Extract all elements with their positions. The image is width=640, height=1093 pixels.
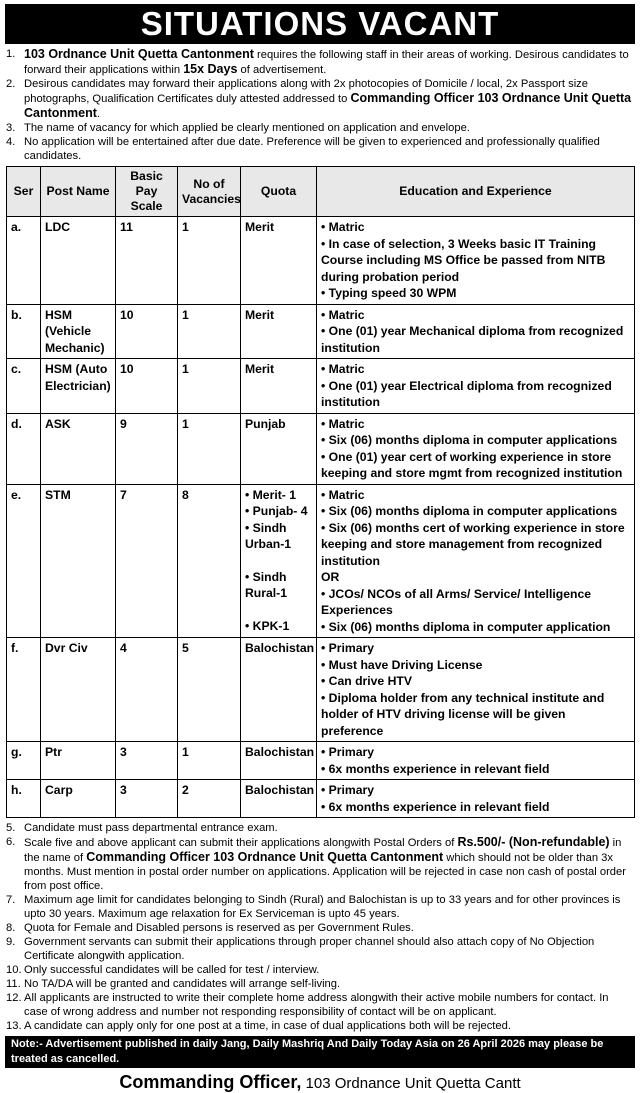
note-text — [24, 135, 634, 163]
cell-vacancies: 5 — [178, 638, 241, 742]
note-number: 6. — [6, 836, 16, 848]
table-row — [7, 217, 635, 305]
note-item — [6, 121, 634, 135]
requirement-line: • 6x months experience in relevant field — [321, 799, 550, 814]
note-segment: Only successful candidates will be called for test / interview. — [24, 964, 320, 976]
cell-education-experience — [317, 359, 635, 414]
note-segment: requires the following staff in their areas of working. Desirous candidates to forward their applications within — [24, 49, 629, 76]
note-item — [6, 893, 634, 921]
note-item — [6, 47, 634, 77]
header-no-of-vacancies: No of Vacancies — [178, 167, 241, 217]
cell-post-name: ASK — [41, 413, 116, 484]
requirement-line: • In case of selection, 3 Weeks basic IT Training Course including MS Office be passed from NITB during probation period — [321, 236, 606, 284]
table-row — [7, 638, 635, 742]
cell-ser: d. — [7, 413, 41, 484]
note-item — [6, 977, 634, 991]
note-item — [6, 821, 634, 835]
advertisement-page — [0, 4, 640, 1092]
note-segment: Quota for Female and Disabled persons is reserved as per Government Rules. — [24, 922, 414, 934]
requirement-line: • 6x months experience in relevant field — [321, 761, 550, 776]
requirement-line: • Typing speed 30 WPM — [321, 286, 457, 300]
header-basic-pay-scale: Basic Pay Scale — [116, 167, 178, 217]
cell-quota — [241, 484, 317, 638]
quota-line: • Punjab- 4 — [245, 504, 308, 518]
quota-line: Punjab — [245, 416, 286, 431]
table-row — [7, 484, 635, 638]
cell-education-experience — [317, 638, 635, 742]
note-item — [6, 835, 634, 893]
note-number: 12. — [6, 992, 22, 1004]
quota-line: Merit — [245, 220, 275, 234]
requirement-line: • Six (06) months cert of working experience in store keeping and store management from recognized institution — [321, 520, 625, 568]
quota-line: Balochistan — [245, 783, 315, 797]
quota-line: • Sindh Urban-1 — [245, 520, 292, 551]
note-text — [24, 77, 634, 121]
note-number: 1. — [6, 48, 16, 60]
cell-quota — [241, 742, 317, 780]
note-item — [6, 921, 634, 935]
note-segment: in the name of — [24, 837, 622, 864]
cell-pay-scale: 3 — [116, 780, 178, 818]
cell-vacancies: 2 — [178, 780, 241, 818]
cell-post-name: Ptr — [41, 742, 116, 780]
note-number: 3. — [6, 122, 16, 134]
requirement-line: • One (01) year Mechanical diploma from recognized institution — [321, 324, 624, 355]
table-row — [7, 413, 635, 484]
quota-line: • Merit- 1 — [245, 487, 296, 502]
cell-education-experience — [317, 780, 635, 818]
requirement-line: • Matric — [321, 362, 365, 376]
cell-pay-scale: 10 — [116, 304, 178, 359]
cell-quota — [241, 780, 317, 818]
cell-vacancies: 1 — [178, 304, 241, 359]
cell-post-name: Dvr Civ — [41, 638, 116, 742]
requirement-line: • Matric — [321, 220, 365, 234]
note-emphasis: Rs.500/- (Non-refundable) — [457, 835, 610, 849]
note-number: 7. — [6, 894, 16, 906]
note-number: 10. — [6, 964, 22, 976]
quota-line — [245, 602, 312, 618]
note-item — [6, 135, 634, 163]
vacancy-table-body — [7, 217, 635, 818]
note-segment: . — [96, 108, 101, 120]
header-post-name: Post Name — [41, 167, 116, 217]
cell-ser: c. — [7, 359, 41, 414]
note-item — [6, 963, 634, 977]
note-number: 4. — [6, 136, 16, 148]
requirement-line: • Diploma holder from any technical institute and holder of HTV driving license will be given preference — [321, 690, 605, 738]
note-item — [6, 77, 634, 121]
cell-education-experience — [317, 484, 635, 638]
cell-pay-scale: 7 — [116, 484, 178, 638]
note-number: 11. — [6, 978, 21, 990]
requirement-line: • Matric — [321, 307, 365, 322]
note-number: 8. — [6, 922, 16, 934]
requirement-line: • Six (06) months diploma in computer applications — [321, 433, 618, 447]
later-notes — [6, 821, 634, 1033]
cell-pay-scale: 4 — [116, 638, 178, 742]
note-number: 5. — [6, 822, 16, 834]
cell-vacancies: 8 — [178, 484, 241, 638]
cell-quota — [241, 638, 317, 742]
cell-ser: f. — [7, 638, 41, 742]
requirement-line: • One (01) year cert of working experience in store keeping and store mgmt from recognized institution — [321, 449, 623, 480]
note-text — [24, 821, 634, 835]
note-segment: No application will be entertained after due date. Preference will be given to experienced and professionally qualified candidates. — [24, 136, 600, 162]
cell-post-name: STM — [41, 484, 116, 638]
requirement-line: OR — [321, 570, 340, 584]
requirement-line: • Matric — [321, 487, 365, 502]
note-segment: No TA/DA will be granted and candidates will arrange self-living. — [24, 978, 341, 990]
cell-vacancies: 1 — [178, 217, 241, 305]
note-segment: All applicants are instructed to write their complete home address alongwith their active mobile numbers for contact. In case of wrong address and number not responding responsibility of contact will be on applicant. — [24, 992, 609, 1018]
cell-quota — [241, 359, 317, 414]
note-text — [24, 835, 634, 893]
note-number: 13. — [6, 1020, 22, 1032]
intro-notes — [6, 47, 634, 163]
cell-pay-scale: 10 — [116, 359, 178, 414]
cancellation-note: Note:- Advertisement published in daily Jang, Daily Mashriq And Daily Today Asia on 26 April 2026 may please be treated as cancelled. — [5, 1036, 635, 1068]
note-emphasis: Commanding Officer 103 Ordnance Unit Quetta Cantonment — [24, 91, 632, 120]
requirement-line: • Matric — [321, 416, 365, 431]
note-segment: which should not be older than 3x months. Must mention in postal order number on applications. Application will be rejected in case non cash of postal order from post office. — [24, 852, 626, 892]
cell-post-name: HSM (Vehicle Mechanic) — [41, 304, 116, 359]
cell-ser: h. — [7, 780, 41, 818]
cell-pay-scale: 9 — [116, 413, 178, 484]
note-text — [24, 47, 634, 77]
cell-vacancies: 1 — [178, 742, 241, 780]
requirement-line: • Six (06) months diploma in computer applications — [321, 504, 618, 518]
cell-quota — [241, 413, 317, 484]
note-text — [24, 1019, 634, 1033]
note-text — [24, 921, 634, 935]
table-row — [7, 742, 635, 780]
cell-ser: b. — [7, 304, 41, 359]
requirement-line: • Primary — [321, 745, 375, 759]
note-text — [24, 963, 634, 977]
note-segment: Scale five and above applicant can submit their applications alongwith Postal Orders of — [24, 837, 458, 849]
note-item — [6, 991, 634, 1019]
requirement-line: • Primary — [321, 783, 375, 797]
header-education-experience: Education and Experience — [317, 167, 635, 217]
cell-vacancies: 1 — [178, 413, 241, 484]
cell-post-name: HSM (Auto Electrician) — [41, 359, 116, 414]
cell-pay-scale: 11 — [116, 217, 178, 305]
quota-line: Merit — [245, 307, 275, 322]
note-segment: A candidate can apply only for one post at a time, in case of dual applications both will be rejected. — [24, 1020, 511, 1032]
requirement-line: • Must have Driving License — [321, 657, 483, 672]
note-emphasis: 15x Days — [183, 62, 238, 76]
note-emphasis: Commanding Officer 103 Ordnance Unit Quetta Cantonment — [86, 850, 444, 864]
cell-education-experience — [317, 742, 635, 780]
note-number: 2. — [6, 78, 16, 90]
header-ser: Ser — [7, 167, 41, 217]
requirement-line: • Can drive HTV — [321, 674, 412, 688]
note-segment: Government servants can submit their applications through proper channel should also attach copy of No Objection Certificate alongwith application. — [24, 936, 595, 962]
signature-title: Commanding Officer, — [119, 1072, 302, 1092]
quota-line: Balochistan — [245, 745, 315, 759]
note-text — [24, 935, 634, 963]
note-text — [24, 977, 634, 991]
quota-line: Merit — [245, 362, 275, 376]
page-title: SITUATIONS VACANT — [5, 4, 635, 44]
note-segment: Desirous candidates may forward their applications along with 2x photocopies of Domicile / local, 2x Passport size photographs, Qualification Certificates duly attested addressed to — [24, 78, 589, 105]
table-header-row — [7, 167, 635, 217]
note-text — [24, 121, 634, 135]
vacancy-table — [6, 166, 635, 818]
quota-line — [245, 553, 312, 569]
requirement-line: • Six (06) months diploma in computer application — [321, 619, 611, 634]
cell-quota — [241, 304, 317, 359]
quota-line: Balochistan — [245, 641, 315, 655]
table-row — [7, 780, 635, 818]
requirement-line: • One (01) year Electrical diploma from recognized institution — [321, 378, 612, 409]
cell-ser: g. — [7, 742, 41, 780]
cell-ser: e. — [7, 484, 41, 638]
note-item — [6, 935, 634, 963]
cell-post-name: Carp — [41, 780, 116, 818]
note-number: 9. — [6, 936, 16, 948]
note-segment: of advertisement. — [237, 64, 327, 76]
quota-line: • KPK-1 — [245, 618, 290, 633]
note-segment: Candidate must pass departmental entrance exam. — [24, 822, 278, 834]
note-segment: The name of vacancy for which applied be clearly mentioned on application and envelope. — [24, 122, 470, 134]
quota-line: • Sindh Rural-1 — [245, 569, 287, 600]
note-item — [6, 1019, 634, 1033]
requirement-line: • JCOs/ NCOs of all Arms/ Service/ Intelligence Experiences — [321, 586, 592, 617]
cell-education-experience — [317, 304, 635, 359]
cell-education-experience — [317, 217, 635, 305]
requirement-line: • Primary — [321, 641, 375, 655]
signature-unit: 103 Ordnance Unit Quetta Cantt — [301, 1075, 521, 1092]
cell-quota — [241, 217, 317, 305]
note-segment: Maximum age limit for candidates belonging to Sindh (Rural) and Balochistan is up to 33 years and for other provinces is upto 30 years. Maximum age relaxation for Ex Serviceman is upto 45 years. — [24, 894, 621, 920]
note-emphasis: 103 Ordnance Unit Quetta Cantonment — [24, 47, 254, 61]
cell-pay-scale: 3 — [116, 742, 178, 780]
cell-vacancies: 1 — [178, 359, 241, 414]
table-row — [7, 304, 635, 359]
table-row — [7, 359, 635, 414]
note-text — [24, 991, 634, 1019]
note-text — [24, 893, 634, 921]
cell-post-name: LDC — [41, 217, 116, 305]
header-quota: Quota — [241, 167, 317, 217]
signature-block — [0, 1072, 640, 1093]
cell-education-experience — [317, 413, 635, 484]
cell-ser: a. — [7, 217, 41, 305]
